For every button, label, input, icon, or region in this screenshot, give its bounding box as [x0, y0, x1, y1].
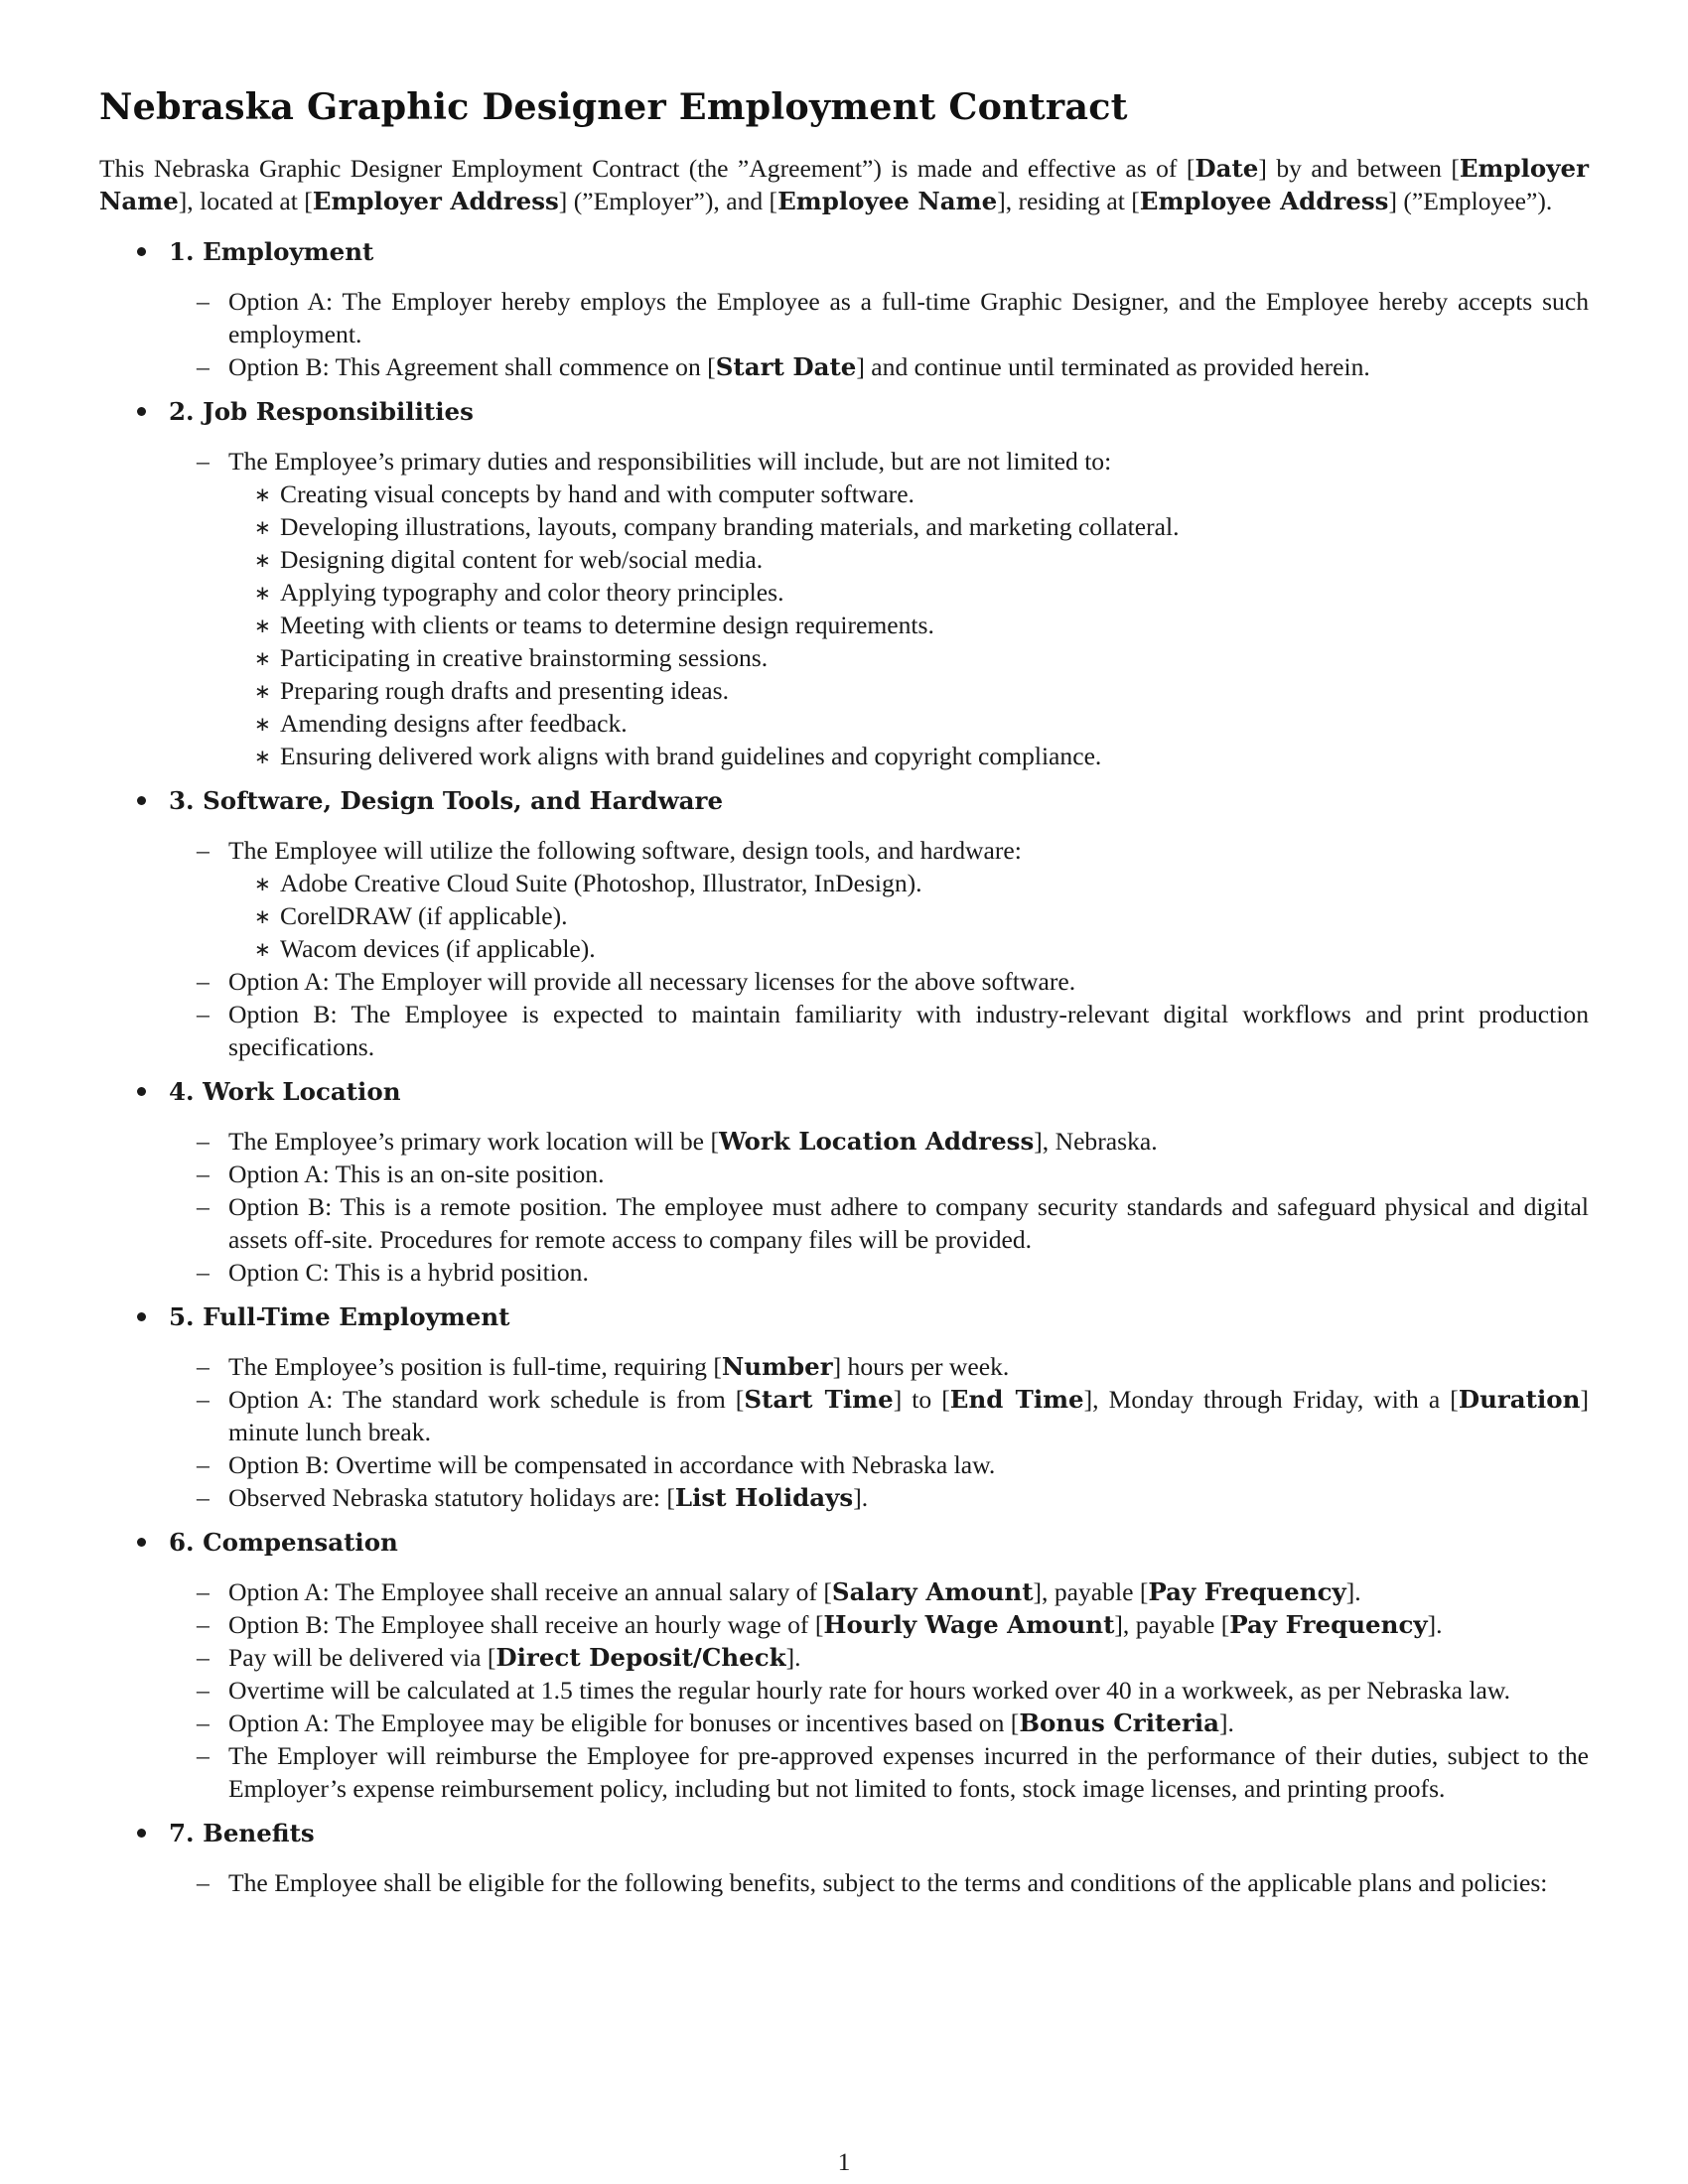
tool-text: Adobe Creative Cloud Suite (Photoshop, Illustrator, InDesign).	[280, 869, 922, 897]
clause-text: Option B: The Employee is expected to maintain familiarity with industry-relevant digital workflows and print production specifications.	[228, 1000, 1589, 1061]
clause-text: ].	[1345, 1577, 1361, 1606]
placeholder-duration: Duration	[1458, 1385, 1581, 1414]
asterisk-icon: ∗	[254, 939, 271, 961]
dash-icon: –	[197, 447, 210, 476]
asterisk-icon: ∗	[254, 714, 271, 736]
clause-text: ] minute lunch break.	[228, 1385, 1589, 1446]
intro-text: ] by and between [	[1258, 154, 1460, 183]
section-title: 6. Compensation	[169, 1528, 398, 1557]
section-software-tools-hardware	[99, 784, 1589, 1063]
clause-list	[169, 445, 1589, 772]
placeholder-bonus-criteria: Bonus Criteria	[1019, 1708, 1220, 1737]
clause-text: ].	[1219, 1708, 1234, 1737]
bullet-icon	[137, 1829, 146, 1838]
section-title: 5. Full-Time Employment	[169, 1302, 510, 1331]
dash-icon: –	[197, 1258, 210, 1287]
section-title: 7. Benefits	[169, 1819, 315, 1847]
tool-item	[228, 867, 1589, 899]
clause-item	[169, 1256, 1589, 1289]
clause-item	[169, 1383, 1589, 1448]
section-list	[99, 235, 1589, 1899]
clause-text: ] and continue until terminated as provided herein.	[856, 352, 1370, 381]
section-employment	[99, 235, 1589, 383]
duty-item	[228, 510, 1589, 543]
dash-icon: –	[197, 1577, 210, 1606]
duty-text: Creating visual concepts by hand and with computer software.	[280, 479, 914, 508]
duty-item	[228, 478, 1589, 510]
duty-text: Designing digital content for web/social media.	[280, 545, 764, 574]
clause-list	[169, 1575, 1589, 1805]
bullet-icon	[137, 1538, 146, 1547]
clause-text: Overtime will be calculated at 1.5 times the regular hourly rate for hours worked over 40 in a workweek, as per Nebraska law.	[228, 1676, 1511, 1705]
clause-item	[169, 285, 1589, 350]
document-title: Nebraska Graphic Designer Employment Contract	[99, 85, 1128, 128]
placeholder-direct-deposit-check: Direct Deposit/Check	[495, 1643, 786, 1672]
clause-item	[169, 1190, 1589, 1256]
bullet-icon	[137, 1087, 146, 1096]
clause-item	[169, 834, 1589, 965]
duty-item	[228, 609, 1589, 641]
section-title: 1. Employment	[169, 237, 374, 266]
duty-text: Ensuring delivered work aligns with brand guidelines and copyright compliance.	[280, 742, 1102, 770]
clause-item	[169, 1674, 1589, 1706]
clause-text: Option B: Overtime will be compensated in accordance with Nebraska law.	[228, 1450, 996, 1479]
dash-icon: –	[197, 1450, 210, 1479]
dash-icon: –	[197, 967, 210, 996]
clause-text: The Employee’s position is full-time, requiring [	[228, 1352, 722, 1381]
clause-item	[169, 445, 1589, 772]
section-work-location	[99, 1075, 1589, 1289]
placeholder-pay-frequency: Pay Frequency	[1148, 1577, 1346, 1606]
duty-text: Amending designs after feedback.	[280, 709, 628, 738]
dash-icon: –	[197, 1610, 210, 1639]
clause-text: Option B: This Agreement shall commence on [	[228, 352, 716, 381]
intro-text: ], residing at [	[997, 187, 1140, 215]
clause-item	[169, 1641, 1589, 1674]
asterisk-icon: ∗	[254, 517, 271, 539]
clause-text: The Employee’s primary duties and responsibilities will include, but are not limited to:	[228, 447, 1112, 476]
clause-item	[169, 1350, 1589, 1383]
clause-text: Option A: This is an on-site position.	[228, 1160, 605, 1188]
asterisk-icon: ∗	[254, 484, 271, 506]
asterisk-icon: ∗	[254, 615, 271, 637]
clause-item	[169, 965, 1589, 998]
clause-text: ], Monday through Friday, with a [	[1083, 1385, 1459, 1414]
clause-list	[169, 285, 1589, 383]
duty-item	[228, 740, 1589, 772]
duty-text: Participating in creative brainstorming sessions.	[280, 643, 769, 672]
bullet-icon	[137, 1312, 146, 1321]
placeholder-start-date: Start Date	[715, 352, 857, 381]
section-title: 2. Job Responsibilities	[169, 397, 474, 426]
clause-text: Observed Nebraska statutory holidays are: [	[228, 1483, 675, 1512]
clause-list	[169, 834, 1589, 1063]
dash-icon: –	[197, 1352, 210, 1381]
dash-icon: –	[197, 1676, 210, 1705]
clause-item	[169, 1125, 1589, 1158]
clause-list	[169, 1866, 1589, 1899]
clause-item	[169, 1739, 1589, 1805]
dash-icon: –	[197, 1127, 210, 1156]
tool-text: Wacom devices (if applicable).	[280, 934, 596, 963]
asterisk-icon: ∗	[254, 583, 271, 605]
clause-text: The Employee will utilize the following software, design tools, and hardware:	[228, 836, 1022, 865]
placeholder-employer-name: Employer Name	[99, 154, 1589, 215]
clause-text: Option B: This is a remote position. The employee must adhere to company security standards and safeguard physical and digital assets off-site. Procedures for remote access to company files will be provided.	[228, 1192, 1589, 1254]
placeholder-number: Number	[721, 1352, 833, 1381]
clause-text: The Employee’s primary work location will be [	[228, 1127, 719, 1156]
bullet-icon	[137, 247, 146, 256]
clause-item	[169, 350, 1589, 383]
clause-list	[169, 1125, 1589, 1289]
intro-paragraph	[99, 152, 1589, 217]
dash-icon: –	[197, 1000, 210, 1028]
duty-text: Applying typography and color theory principles.	[280, 578, 784, 607]
placeholder-list-holidays: List Holidays	[674, 1483, 854, 1512]
placeholder-employer-address: Employer Address	[312, 187, 559, 215]
intro-text: ] (”Employer”), and [	[558, 187, 778, 215]
duty-item	[228, 543, 1589, 576]
placeholder-pay-frequency: Pay Frequency	[1229, 1610, 1428, 1639]
duty-item	[228, 641, 1589, 674]
duty-item	[228, 707, 1589, 740]
clause-item	[169, 1575, 1589, 1608]
bullet-icon	[137, 407, 146, 416]
clause-text: Option A: The standard work schedule is from [	[228, 1385, 745, 1414]
clause-text: ].	[1427, 1610, 1443, 1639]
tool-list	[228, 867, 1589, 965]
clause-item	[169, 1481, 1589, 1514]
clause-text: Option B: The Employee shall receive an hourly wage of [	[228, 1610, 824, 1639]
clause-item	[169, 1158, 1589, 1190]
clause-item	[169, 1448, 1589, 1481]
asterisk-icon: ∗	[254, 874, 271, 895]
dash-icon: –	[197, 836, 210, 865]
dash-icon: –	[197, 1483, 210, 1512]
clause-text: ] hours per week.	[832, 1352, 1010, 1381]
dash-icon: –	[197, 352, 210, 381]
dash-icon: –	[197, 1643, 210, 1672]
clause-text: Pay will be delivered via [	[228, 1643, 496, 1672]
asterisk-icon: ∗	[254, 681, 271, 703]
placeholder-employee-name: Employee Name	[777, 187, 998, 215]
intro-text: ] (”Employee”).	[1388, 187, 1553, 215]
clause-text: ].	[785, 1643, 801, 1672]
asterisk-icon: ∗	[254, 747, 271, 768]
clause-text: ], Nebraska.	[1034, 1127, 1158, 1156]
clause-text: Option A: The Employer will provide all necessary licenses for the above software.	[228, 967, 1076, 996]
section-title: 3. Software, Design Tools, and Hardware	[169, 786, 724, 815]
duty-text: Meeting with clients or teams to determine design requirements.	[280, 611, 934, 639]
placeholder-hourly-wage-amount: Hourly Wage Amount	[823, 1610, 1115, 1639]
bullet-icon	[137, 796, 146, 805]
clause-text: ] to [	[893, 1385, 950, 1414]
placeholder-work-location-address: Work Location Address	[718, 1127, 1035, 1156]
asterisk-icon: ∗	[254, 906, 271, 928]
section-full-time-employment	[99, 1300, 1589, 1514]
clause-text: ], payable [	[1033, 1577, 1149, 1606]
section-benefits	[99, 1817, 1589, 1899]
clause-item	[169, 1866, 1589, 1899]
dash-icon: –	[197, 1160, 210, 1188]
clause-text: Option A: The Employee shall receive an annual salary of [	[228, 1577, 832, 1606]
placeholder-start-time: Start Time	[744, 1385, 894, 1414]
dash-icon: –	[197, 1192, 210, 1221]
tool-item	[228, 932, 1589, 965]
placeholder-employee-address: Employee Address	[1139, 187, 1389, 215]
clause-text: The Employer will reimburse the Employee for pre-approved expenses incurred in the performance of their duties, subject to the Employer’s expense reimbursement policy, including but not limited to fonts, stock image licenses, and printing proofs.	[228, 1741, 1589, 1803]
duty-item	[228, 674, 1589, 707]
clause-text: ].	[853, 1483, 869, 1512]
asterisk-icon: ∗	[254, 648, 271, 670]
clause-item	[169, 998, 1589, 1063]
duty-list	[228, 478, 1589, 772]
dash-icon: –	[197, 287, 210, 316]
duty-text: Preparing rough drafts and presenting ideas.	[280, 676, 730, 705]
section-compensation	[99, 1526, 1589, 1805]
clause-text: The Employee shall be eligible for the following benefits, subject to the terms and conditions of the applicable plans and policies:	[228, 1868, 1548, 1897]
clause-list	[169, 1350, 1589, 1514]
clause-text: Option A: The Employer hereby employs the Employee as a full-time Graphic Designer, and the Employee hereby accepts such employment.	[228, 287, 1589, 348]
section-job-responsibilities	[99, 395, 1589, 772]
dash-icon: –	[197, 1741, 210, 1770]
duty-text: Developing illustrations, layouts, company branding materials, and marketing collateral.	[280, 512, 1180, 541]
section-title: 4. Work Location	[169, 1077, 401, 1106]
intro-text: ], located at [	[178, 187, 313, 215]
placeholder-end-time: End Time	[949, 1385, 1084, 1414]
duty-item	[228, 576, 1589, 609]
clause-text: Option A: The Employee may be eligible for bonuses or incentives based on [	[228, 1708, 1020, 1737]
clause-item	[169, 1608, 1589, 1641]
dash-icon: –	[197, 1385, 210, 1414]
contract-page	[99, 85, 1589, 1911]
dash-icon: –	[197, 1708, 210, 1737]
page-number: 1	[837, 2147, 851, 2176]
intro-text: This Nebraska Graphic Designer Employment Contract (the ”Agreement”) is made and effective as of [	[99, 154, 1196, 183]
placeholder-salary-amount: Salary Amount	[831, 1577, 1034, 1606]
tool-text: CorelDRAW (if applicable).	[280, 901, 568, 930]
clause-text: ], payable [	[1114, 1610, 1230, 1639]
dash-icon: –	[197, 1868, 210, 1897]
asterisk-icon: ∗	[254, 550, 271, 572]
tool-item	[228, 899, 1589, 932]
clause-item	[169, 1706, 1589, 1739]
placeholder-date: Date	[1195, 154, 1259, 183]
clause-text: Option C: This is a hybrid position.	[228, 1258, 589, 1287]
